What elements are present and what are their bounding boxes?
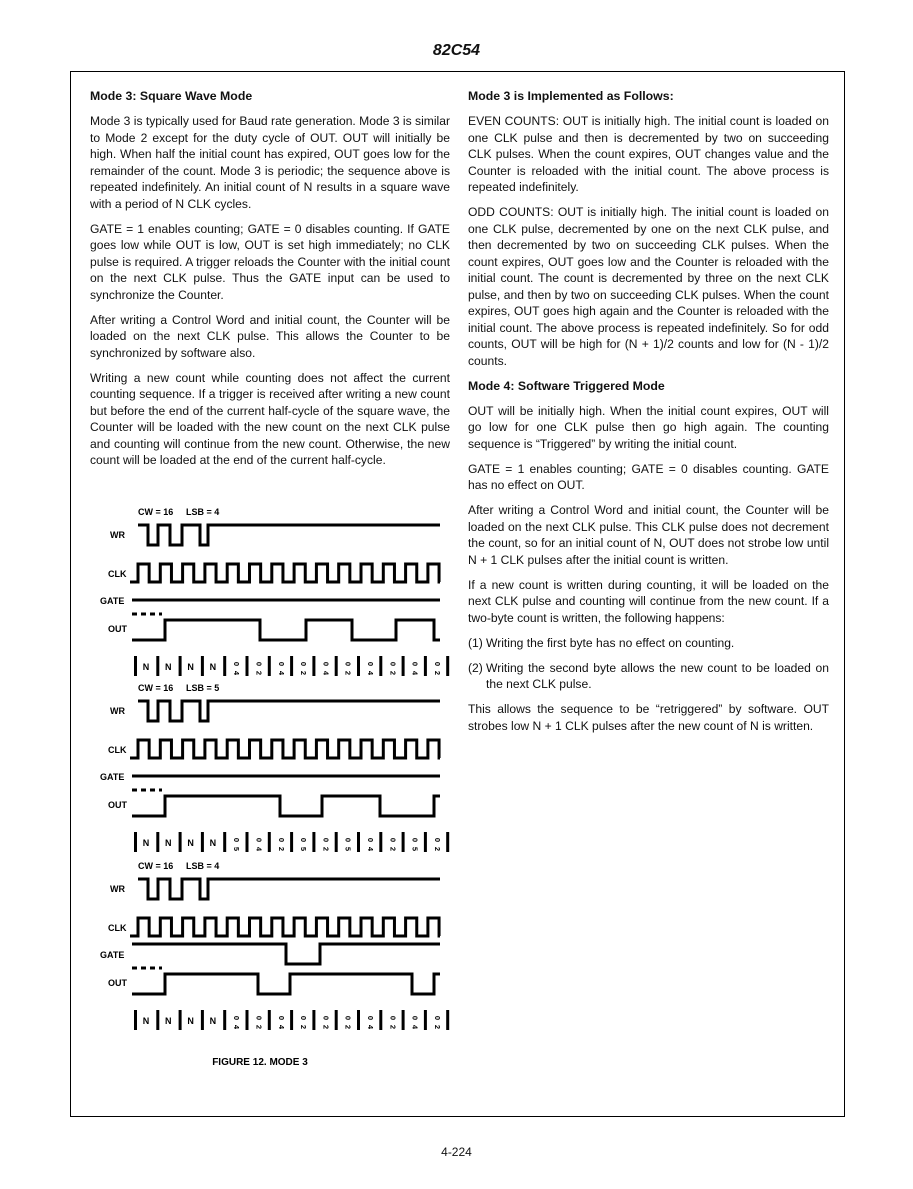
count-lsb: 4 (232, 670, 242, 676)
count-value: N (142, 1016, 150, 1026)
count-divider (335, 1010, 338, 1030)
wr-label: WR (110, 530, 125, 540)
lsb-label: LSB = 4 (186, 861, 220, 871)
count-divider (424, 656, 427, 676)
count-divider (268, 1010, 271, 1030)
count-divider (156, 656, 159, 676)
count-divider (424, 1010, 427, 1030)
count-msb: 0 (276, 837, 286, 843)
count-divider (290, 832, 293, 852)
count-msb: 0 (343, 1015, 353, 1021)
list-item (468, 660, 829, 693)
gate-label: GATE (100, 596, 125, 606)
count-divider (446, 656, 449, 676)
count-lsb: 4 (321, 670, 331, 676)
mode3-heading: Mode 3: Square Wave Mode (90, 89, 253, 103)
count-lsb: 4 (254, 846, 264, 852)
list-text: Writing the first byte has no effect on counting. (486, 635, 735, 650)
count-msb: 0 (232, 1015, 242, 1021)
clk-signal (130, 740, 440, 758)
gate-label: GATE (100, 950, 125, 960)
count-value: N (165, 838, 172, 848)
mode3-timing-figure (90, 498, 450, 1078)
count-divider (134, 832, 137, 852)
count-value: N (142, 838, 150, 848)
out-label: OUT (108, 978, 127, 988)
count-msb: 0 (321, 1015, 331, 1021)
out-signal (132, 974, 440, 994)
count-lsb: 2 (299, 670, 309, 676)
count-value: N (187, 1016, 194, 1026)
clk-label: CLK (108, 745, 127, 755)
count-value: N (187, 662, 194, 672)
count-divider (223, 1010, 226, 1030)
count-divider (246, 656, 249, 676)
count-lsb: 2 (321, 1024, 331, 1030)
wr-label: WR (110, 706, 125, 716)
count-msb: 0 (276, 1015, 286, 1021)
count-divider (268, 832, 271, 852)
count-divider (290, 656, 293, 676)
count-divider (357, 1010, 360, 1030)
count-divider (179, 1010, 182, 1030)
gate-label: GATE (100, 772, 125, 782)
count-msb: 0 (410, 1015, 420, 1021)
count-divider (402, 656, 405, 676)
count-lsb: 2 (254, 670, 264, 676)
paragraph: If a new count is written during counting, it will be loaded on the next CLK pulse and counting will continue from the new count. If a two-byte count is written, the following happens: (468, 577, 829, 625)
count-divider (446, 832, 449, 852)
count-divider (312, 1010, 315, 1030)
count-divider (312, 832, 315, 852)
count-divider (179, 832, 182, 852)
count-divider (379, 1010, 382, 1030)
paragraph: OUT will be initially high. When the initial count expires, OUT will go low for one CLK pulse then go high again. The counting sequence is “Triggered” by writing the initial count. (468, 403, 829, 451)
count-lsb: 4 (366, 670, 375, 676)
out-label: OUT (108, 624, 127, 634)
count-divider (290, 1010, 293, 1030)
count-lsb: 5 (410, 846, 420, 852)
count-msb: 0 (366, 1015, 375, 1021)
count-lsb: 5 (343, 846, 353, 852)
count-lsb: 2 (432, 670, 442, 676)
cw-label: CW = 16 (138, 507, 174, 517)
count-lsb: 4 (366, 846, 375, 852)
clk-signal (130, 918, 440, 936)
count-divider (201, 832, 204, 852)
even-counts-paragraph: EVEN COUNTS: OUT is initially high. The initial count is loaded on one CLK pulse and then is decremented by two on succeeding CLK pulses. When the count expires, OUT changes value and the Counter is reloaded with the initial count. The above process is repeated indefinitely. (468, 114, 829, 194)
count-divider (223, 832, 226, 852)
paragraph: Writing a new count while counting does not affect the current counting sequence. If a trigger is received after writing a new count but before the end of the current half-cycle of the square wave, the Counter will be loaded with the new count on the next CLK pulse and counting will continue from the new count. Otherwise, the new count will be loaded at the end of the current half-cycle. (90, 370, 450, 467)
count-divider (312, 656, 315, 676)
count-msb: 0 (321, 837, 331, 843)
count-msb: 0 (254, 837, 264, 843)
wr-signal (138, 525, 440, 545)
clk-label: CLK (108, 923, 127, 933)
count-divider (201, 1010, 204, 1030)
wr-label: WR (110, 884, 125, 894)
wr-signal (138, 701, 440, 721)
count-msb: 0 (299, 1015, 309, 1021)
count-lsb: 2 (254, 1024, 264, 1030)
cw-label: CW = 16 (138, 683, 174, 693)
count-msb: 0 (410, 837, 420, 843)
count-msb: 0 (432, 837, 442, 843)
count-divider (357, 832, 360, 852)
count-msb: 0 (232, 661, 242, 667)
clk-label: CLK (108, 569, 127, 579)
page-number: 4-224 (441, 1145, 472, 1159)
count-msb: 0 (254, 661, 264, 667)
count-msb: 0 (321, 661, 331, 667)
list-number: (1) (468, 635, 483, 650)
lsb-label: LSB = 4 (186, 507, 220, 517)
page-header: 82C54 (432, 42, 481, 59)
count-lsb: 2 (388, 670, 398, 676)
right-column (468, 88, 829, 743)
count-msb: 0 (299, 837, 309, 843)
count-msb: 0 (343, 837, 353, 843)
count-msb: 0 (366, 837, 375, 843)
count-divider (424, 832, 427, 852)
count-msb: 0 (366, 661, 375, 667)
count-divider (179, 656, 182, 676)
count-value: N (142, 662, 150, 672)
count-msb: 0 (232, 837, 242, 843)
count-msb: 0 (432, 1015, 442, 1021)
out-label: OUT (108, 800, 127, 810)
list-number: (2) (468, 660, 483, 675)
odd-counts-paragraph: ODD COUNTS: OUT is initially high. The initial count is loaded on one CLK pulse, decremented by one on the next CLK pulse, and then decremented by two on succeeding CLK pulses. When the count expires, OUT goes low and the Counter is reloaded with the initial count. The count is decremented by three on the next CLK pulse, and then by two on succeeding CLK pulses. When the count expires, OUT goes high again and the Counter is reloaded with the initial count. The above process is repeated indefinitely. So for odd counts, OUT will be high for (N + 1)/2 counts and low for (N - 1)/2 counts. (468, 205, 829, 368)
clk-signal (130, 564, 440, 582)
count-divider (357, 656, 360, 676)
count-divider (379, 656, 382, 676)
count-divider (156, 832, 159, 852)
count-lsb: 2 (321, 846, 331, 852)
paragraph: This allows the sequence to be “retriggered” by software. OUT strobes low N + 1 CLK pulses after the new count of N is written. (468, 702, 829, 733)
cw-label: CW = 16 (138, 861, 174, 871)
mode3-impl-heading: Mode 3 is Implemented as Follows: (468, 89, 674, 103)
count-value: N (209, 1016, 217, 1026)
count-lsb: 2 (343, 1024, 353, 1030)
count-msb: 0 (276, 661, 286, 667)
count-lsb: 4 (410, 1024, 420, 1030)
count-lsb: 5 (299, 846, 309, 852)
count-divider (446, 1010, 449, 1030)
out-signal (132, 620, 440, 640)
count-divider (402, 832, 405, 852)
count-divider (402, 1010, 405, 1030)
paragraph: After writing a Control Word and initial count, the Counter will be loaded on the next CLK pulse. This CLK pulse does not decrement the count, so for an initial count of N, OUT does not strobe low until N + 1 CLK pulses after the initial count is written. (468, 503, 829, 567)
count-value: N (209, 838, 217, 848)
mode4-heading: Mode 4: Software Triggered Mode (468, 378, 665, 393)
count-msb: 0 (388, 661, 398, 667)
count-divider (268, 656, 271, 676)
left-column (90, 88, 450, 477)
count-msb: 0 (254, 1015, 264, 1021)
count-msb: 0 (410, 661, 420, 667)
count-msb: 0 (388, 1015, 398, 1021)
count-msb: 0 (432, 661, 442, 667)
gate-signal (132, 944, 440, 964)
count-lsb: 4 (232, 1024, 242, 1030)
paragraph: After writing a Control Word and initial count, the Counter will be loaded on the next CLK pulse. This allows the Counter to be synchronized by software also. (90, 312, 450, 360)
count-value: N (165, 662, 172, 672)
count-divider (201, 656, 204, 676)
count-lsb: 4 (276, 1024, 286, 1030)
count-lsb: 2 (276, 846, 286, 852)
paragraph: GATE = 1 enables counting; GATE = 0 disables counting. GATE has no effect on OUT. (468, 461, 829, 492)
count-divider (134, 1010, 137, 1030)
count-msb: 0 (388, 837, 398, 843)
count-divider (156, 1010, 159, 1030)
lsb-label: LSB = 5 (186, 683, 220, 693)
count-lsb: 4 (366, 1024, 375, 1030)
count-msb: 0 (343, 661, 353, 667)
count-lsb: 4 (410, 670, 420, 676)
count-divider (335, 656, 338, 676)
count-value: N (209, 662, 217, 672)
wr-signal (138, 879, 440, 899)
count-lsb: 2 (388, 1024, 398, 1030)
count-msb: 0 (299, 661, 309, 667)
count-value: N (165, 1016, 172, 1026)
count-lsb: 2 (388, 846, 398, 852)
count-divider (246, 832, 249, 852)
out-signal (132, 796, 440, 816)
paragraph: Mode 3 is typically used for Baud rate generation. Mode 3 is similar to Mode 2 except for the duty cycle of OUT. OUT will initially be high. When half the initial count has expired, OUT goes low for the remainder of the count. Mode 3 is periodic; the sequence above is repeated indefinitely. An initial count of N results in a square wave with a period of N CLK cycles. (90, 114, 450, 211)
count-divider (379, 832, 382, 852)
figure-caption: FIGURE 12. MODE 3 (212, 1057, 308, 1068)
count-divider (335, 832, 338, 852)
count-lsb: 2 (432, 1024, 442, 1030)
count-lsb: 2 (432, 846, 442, 852)
count-divider (223, 656, 226, 676)
count-lsb: 5 (232, 846, 242, 852)
count-divider (134, 656, 137, 676)
paragraph: GATE = 1 enables counting; GATE = 0 disables counting. If GATE goes low while OUT is low, OUT is set high immediately; no CLK pulse is required. A trigger reloads the Counter with the initial count on the next CLK pulse. Thus the GATE input can be used to synchronize the Counter. (90, 221, 450, 302)
count-lsb: 2 (299, 1024, 309, 1030)
count-divider (246, 1010, 249, 1030)
list-text: Writing the second byte allows the new count to be loaded on the next CLK pulse. (486, 660, 829, 691)
count-lsb: 2 (343, 670, 353, 676)
count-lsb: 4 (276, 670, 286, 676)
list-item (468, 635, 829, 652)
count-value: N (187, 838, 194, 848)
